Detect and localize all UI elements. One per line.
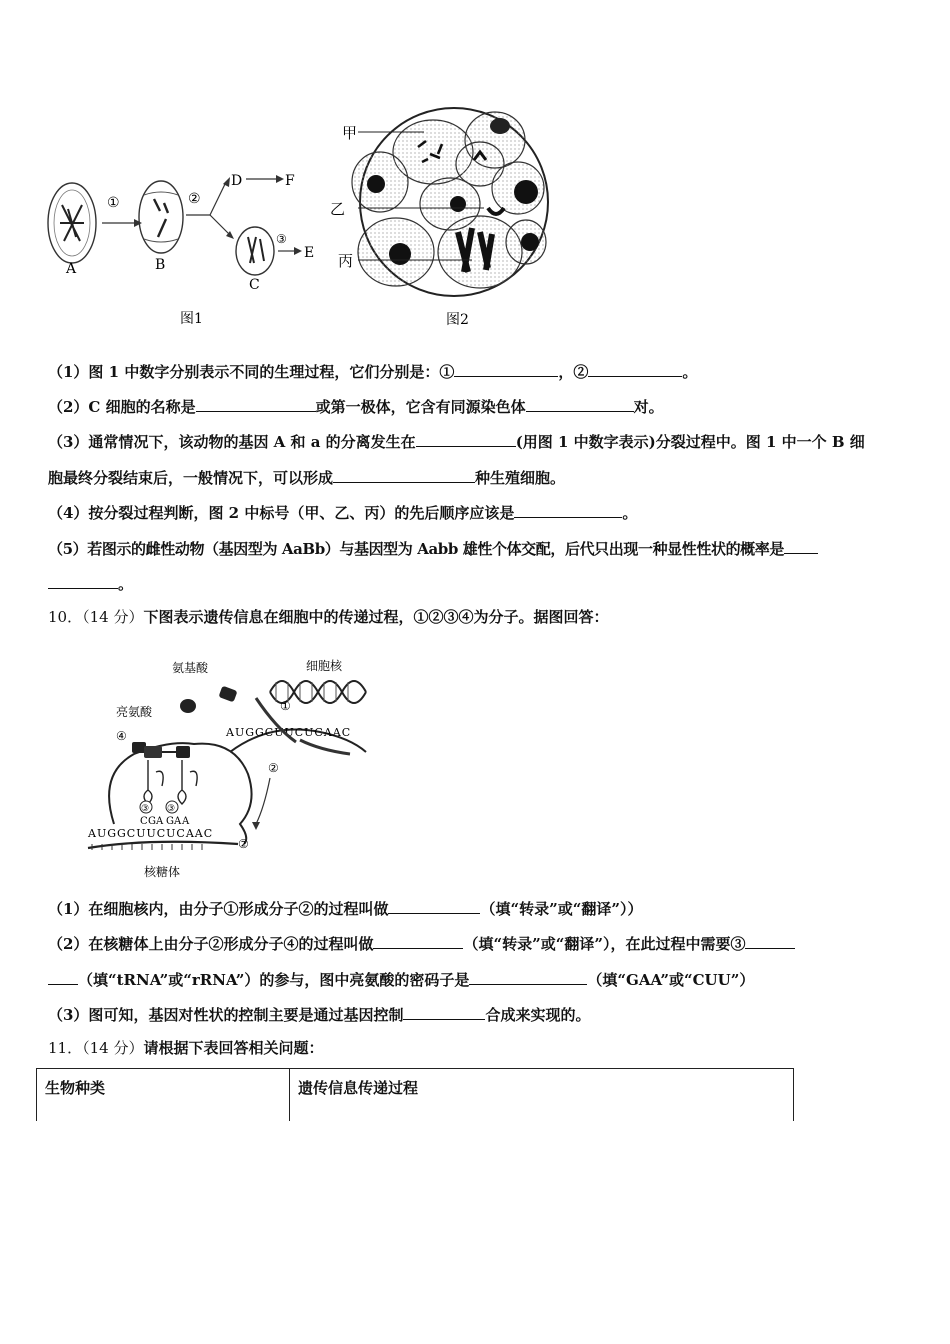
q9-line-3: （3）通常情况下，该动物的基因 A 和 a 的分离发生在 (用图 1 中数字表示)分裂过程中。图 1 中一个 B 细 [48, 430, 865, 452]
q10-line-3: （填“tRNA”或“rRNA”）的参与，图中亮氨酸的密码子是 （填“GAA”或“CUU”） [48, 968, 754, 990]
micrograph-cells [352, 112, 546, 288]
step-1-label: ① [107, 195, 120, 211]
label-nucleus: 细胞核 [306, 659, 343, 673]
anticodon-2: G [148, 816, 156, 827]
label-jia: 甲 [342, 124, 358, 142]
q9-line-1: （1）图 1 中数字分别表示不同的生理过程，它们分别是：① ，② 。 [48, 360, 697, 382]
q10-line-1: （1）在细胞核内，由分子①形成分子②的过程叫做 （填“转录”或“翻译”）） [48, 897, 642, 919]
cell-c-label: C [249, 277, 260, 293]
q9-blank-7[interactable] [514, 501, 622, 518]
cell-c [236, 227, 274, 275]
figure-2 [330, 92, 560, 332]
label-molecule-2-top: ② [268, 761, 279, 775]
peptide-chain [132, 742, 190, 758]
table-row [37, 1069, 794, 1122]
mrna-bottom-sequence: AUGGCUUCUCAAC [88, 827, 214, 840]
label-molecule-3b: ③ [167, 804, 176, 814]
anticodon-6: A [182, 816, 190, 827]
cell-d-label: D [231, 173, 243, 189]
q9-line-7: 。 [48, 572, 133, 594]
q9-blank-5[interactable] [416, 430, 516, 447]
figure-1-caption: 图1 [180, 311, 203, 327]
amino-acid-block [218, 686, 237, 703]
q10-heading: 10．（14 分）下图表示遗传信息在细胞中的传递过程，①②③④为分子。据图回答： [48, 608, 609, 626]
q10-blank-3a[interactable] [745, 932, 795, 949]
q9-blank-4[interactable] [526, 395, 634, 412]
step-2-label: ② [188, 191, 201, 207]
step-3-label: ③ [276, 232, 287, 246]
label-yi: 乙 [330, 200, 346, 218]
cell-b-label: B [155, 257, 166, 273]
q9-blank-6[interactable] [333, 466, 475, 483]
label-amino-acid: 氨基酸 [172, 661, 209, 675]
q9-blank-3[interactable] [196, 395, 316, 412]
q10-line-4: （3）图可知，基因对性状的控制主要是通过基因控制 合成来实现的。 [48, 1003, 590, 1025]
label-molecule-2-bottom: ② [238, 837, 249, 851]
q10-blank-2[interactable] [373, 932, 463, 949]
q11-heading: 11．（14 分）请根据下表回答相关问题： [48, 1039, 324, 1057]
q9-blank-2[interactable] [588, 360, 682, 377]
label-bing: 丙 [338, 252, 354, 270]
table-header-organism: 生物种类 [37, 1069, 290, 1122]
anticodon-3: A [156, 816, 164, 827]
q9-blank-8a[interactable] [784, 537, 818, 554]
q10-blank-3b[interactable] [48, 968, 78, 985]
q9-blank-1[interactable] [454, 360, 558, 377]
label-leucine: 亮氨酸 [116, 705, 153, 719]
anticodon-1: C [140, 816, 148, 827]
q9-line-2: （2）C 细胞的名称是 或第一极体，它含有同源染色体 对。 [48, 395, 664, 417]
q9-blank-8b[interactable] [48, 572, 118, 589]
label-molecule-1: ① [280, 699, 291, 713]
label-molecule-3a: ③ [141, 804, 150, 814]
q9-line-5: （4）按分裂过程判断，图 2 中标号（甲、乙、丙）的先后顺序应该是 。 [48, 501, 637, 523]
amino-acid-dot [180, 699, 196, 713]
q10-line-2: （2）在核糖体上由分子②形成分子④的过程叫做 （填“转录”或“翻译”），在此过程中需要③ [48, 932, 795, 954]
mrna-top-sequence: AUGGCUUCUCAAC [226, 726, 352, 739]
cell-a [48, 183, 96, 263]
anticodon-5: A [174, 816, 182, 827]
q10-blank-5[interactable] [403, 1003, 485, 1020]
anticodon-4: G [166, 816, 174, 827]
q9-line-4: 胞最终分裂结束后，一般情况下，可以形成 种生殖细胞。 [48, 466, 565, 488]
figure-1 [40, 165, 340, 335]
cell-b [139, 181, 183, 253]
q11-table [36, 1068, 794, 1121]
q10-blank-1[interactable] [388, 897, 480, 914]
figure-2-caption: 图2 [446, 312, 469, 328]
cell-a-label: A [66, 261, 77, 277]
cell-f-label: F [285, 173, 295, 189]
figure-transcription-translation [80, 652, 390, 884]
q10-blank-4[interactable] [469, 968, 587, 985]
label-ribosome: 核糖体 [144, 865, 181, 879]
label-molecule-4: ④ [116, 729, 127, 743]
cell-e-label: E [304, 245, 315, 261]
table-header-process: 遗传信息传递过程 [290, 1069, 794, 1122]
q9-line-6: （5）若图示的雌性动物（基因型为 AaBb）与基因型为 Aabb 雄性个体交配，后代只出现一种显性性状的概率是 [48, 537, 818, 559]
